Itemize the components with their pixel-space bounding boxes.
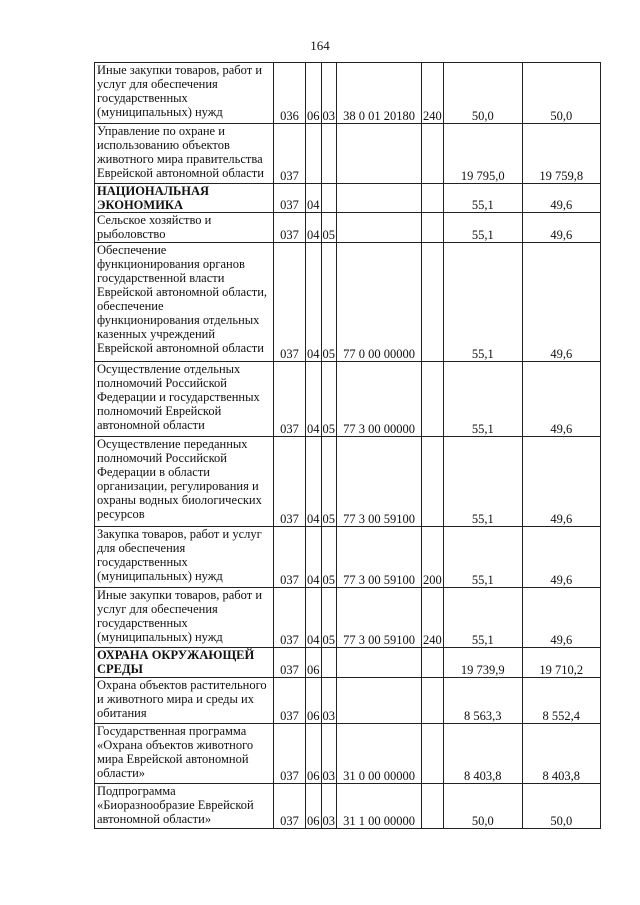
row-csr: 31 0 00 00000 [337, 724, 422, 784]
row-rz: 06 [306, 648, 322, 678]
row-name: Управление по охране и использованию объектов животного мира правительства Еврейской автономной области [95, 124, 274, 184]
table-row [95, 124, 601, 184]
row-name: Государственная программа «Охрана объектов животного мира Еврейской автономной области» [95, 724, 274, 784]
row-value-plan: 50,0 [443, 784, 522, 829]
row-value-fact: 8 552,4 [522, 678, 600, 724]
row-value-fact: 8 403,8 [522, 724, 600, 784]
row-rz [306, 124, 322, 184]
row-value-fact: 49,6 [522, 184, 600, 213]
table-row [95, 527, 601, 588]
row-pr: 03 [321, 63, 337, 124]
table-row [95, 784, 601, 829]
row-value-fact: 19 710,2 [522, 648, 600, 678]
row-value-fact: 49,6 [522, 243, 600, 362]
row-value-plan: 50,0 [443, 63, 522, 124]
row-pr: 05 [321, 213, 337, 243]
row-vr [422, 648, 444, 678]
row-pr: 05 [321, 437, 337, 527]
row-value-plan: 55,1 [443, 588, 522, 648]
row-value-plan: 8 403,8 [443, 724, 522, 784]
row-pr [321, 124, 337, 184]
row-value-plan: 8 563,3 [443, 678, 522, 724]
row-vr: 200 [422, 527, 444, 588]
row-csr [337, 213, 422, 243]
row-name: Сельское хозяйство и рыболовство [95, 213, 274, 243]
row-value-fact: 50,0 [522, 784, 600, 829]
row-name: Подпрограмма «Биоразнообразие Еврейской автономной области» [95, 784, 274, 829]
row-rz: 04 [306, 527, 322, 588]
row-csr [337, 678, 422, 724]
row-value-plan: 55,1 [443, 527, 522, 588]
row-ved: 037 [274, 362, 306, 437]
table-row [95, 63, 601, 124]
row-ved: 037 [274, 678, 306, 724]
row-pr: 05 [321, 362, 337, 437]
row-ved: 037 [274, 213, 306, 243]
row-rz: 04 [306, 184, 322, 213]
row-name: Иные закупки товаров, работ и услуг для обеспечения государственных (муниципальных) нужд [95, 63, 274, 124]
row-name: ОХРАНА ОКРУЖАЮЩЕЙ СРЕДЫ [95, 648, 274, 678]
row-value-plan: 55,1 [443, 437, 522, 527]
row-csr [337, 648, 422, 678]
row-value-plan: 55,1 [443, 213, 522, 243]
row-rz: 06 [306, 678, 322, 724]
row-name: Охрана объектов растительного и животного мира и среды их обитания [95, 678, 274, 724]
row-value-fact: 49,6 [522, 437, 600, 527]
row-name: Осуществление отдельных полномочий Российской Федерации и государственных полномочий Еврейской автономной области [95, 362, 274, 437]
row-value-fact: 49,6 [522, 362, 600, 437]
row-rz: 04 [306, 437, 322, 527]
row-pr: 05 [321, 243, 337, 362]
row-value-plan: 55,1 [443, 184, 522, 213]
row-pr [321, 648, 337, 678]
row-vr: 240 [422, 63, 444, 124]
row-csr: 77 0 00 00000 [337, 243, 422, 362]
row-vr: 240 [422, 588, 444, 648]
row-pr: 05 [321, 527, 337, 588]
row-rz: 06 [306, 63, 322, 124]
row-value-plan: 19 739,9 [443, 648, 522, 678]
row-csr: 31 1 00 00000 [337, 784, 422, 829]
row-csr: 77 3 00 59100 [337, 527, 422, 588]
row-vr [422, 213, 444, 243]
row-ved: 037 [274, 527, 306, 588]
row-ved: 037 [274, 124, 306, 184]
row-name: Осуществление переданных полномочий Российской Федерации в области организации, регулирования и охраны водных биологических ресурсов [95, 437, 274, 527]
row-rz: 04 [306, 213, 322, 243]
row-pr: 03 [321, 784, 337, 829]
row-pr [321, 184, 337, 213]
row-value-fact: 50,0 [522, 63, 600, 124]
row-name: Закупка товаров, работ и услуг для обеспечения государственных (муниципальных) нужд [95, 527, 274, 588]
budget-table [94, 62, 601, 829]
row-vr [422, 724, 444, 784]
table-row [95, 243, 601, 362]
row-rz: 04 [306, 588, 322, 648]
row-vr [422, 243, 444, 362]
row-vr [422, 124, 444, 184]
row-vr [422, 437, 444, 527]
row-ved: 037 [274, 588, 306, 648]
row-pr: 05 [321, 588, 337, 648]
row-ved: 036 [274, 63, 306, 124]
row-ved: 037 [274, 724, 306, 784]
row-name: НАЦИОНАЛЬНАЯ ЭКОНОМИКА [95, 184, 274, 213]
row-rz: 06 [306, 784, 322, 829]
row-csr [337, 184, 422, 213]
row-value-fact: 49,6 [522, 213, 600, 243]
row-csr: 38 0 01 20180 [337, 63, 422, 124]
page-number: 164 [310, 38, 330, 53]
row-ved: 037 [274, 184, 306, 213]
table-row [95, 184, 601, 213]
table-row [95, 678, 601, 724]
row-ved: 037 [274, 437, 306, 527]
row-pr: 03 [321, 678, 337, 724]
table-row [95, 437, 601, 527]
row-ved: 037 [274, 648, 306, 678]
row-vr [422, 678, 444, 724]
row-csr: 77 3 00 00000 [337, 362, 422, 437]
table-row [95, 724, 601, 784]
row-name: Иные закупки товаров, работ и услуг для обеспечения государственных (муниципальных) нужд [95, 588, 274, 648]
row-value-fact: 49,6 [522, 527, 600, 588]
row-csr: 77 3 00 59100 [337, 588, 422, 648]
row-name: Обеспечение функционирования органов государственной власти Еврейской автономной области, обеспечение функционирования отдельных казенных учреждений Еврейской автономной области [95, 243, 274, 362]
row-vr [422, 184, 444, 213]
table-row [95, 213, 601, 243]
row-value-plan: 19 795,0 [443, 124, 522, 184]
row-rz: 04 [306, 243, 322, 362]
row-ved: 037 [274, 243, 306, 362]
row-rz: 04 [306, 362, 322, 437]
table-row [95, 648, 601, 678]
row-rz: 06 [306, 724, 322, 784]
row-value-fact: 49,6 [522, 588, 600, 648]
row-value-plan: 55,1 [443, 243, 522, 362]
table-row [95, 362, 601, 437]
row-csr: 77 3 00 59100 [337, 437, 422, 527]
row-value-plan: 55,1 [443, 362, 522, 437]
row-csr [337, 124, 422, 184]
row-ved: 037 [274, 784, 306, 829]
row-vr [422, 784, 444, 829]
row-value-fact: 19 759,8 [522, 124, 600, 184]
row-pr: 03 [321, 724, 337, 784]
row-vr [422, 362, 444, 437]
table-row [95, 588, 601, 648]
